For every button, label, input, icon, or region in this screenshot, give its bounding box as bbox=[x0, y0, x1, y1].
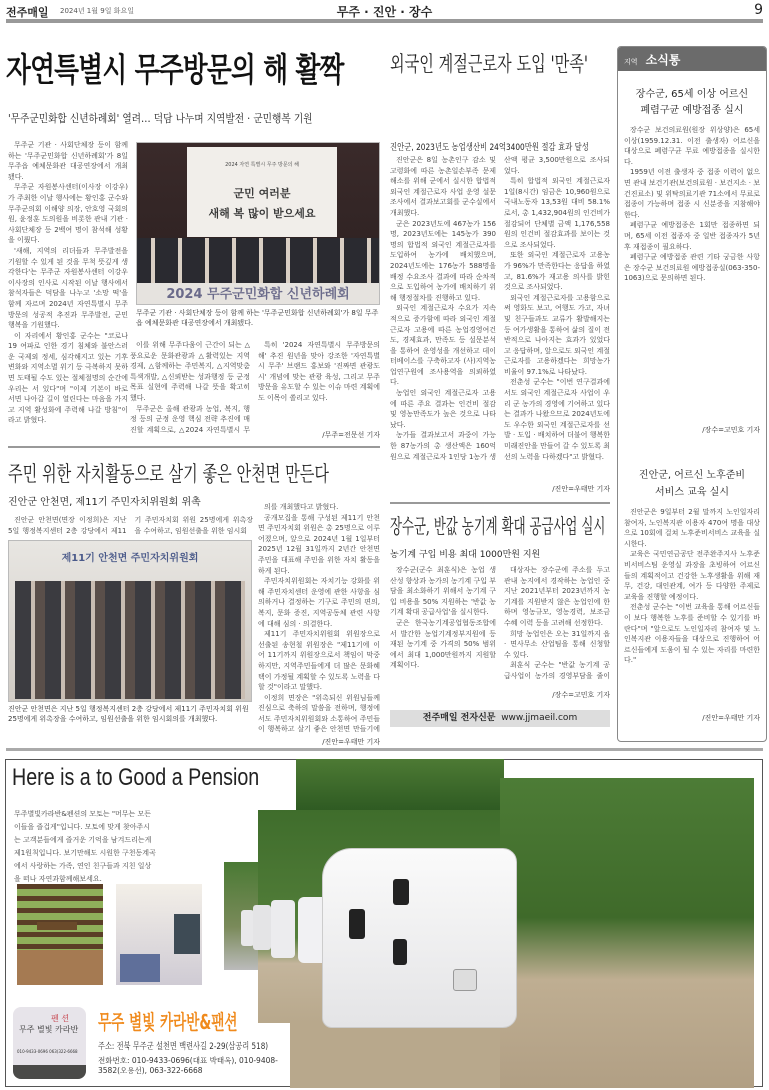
paragraph: 장수군(군수 최훈식)은 농업 생산성 향상과 농가의 농기계 구입 부담을 최소화하기 위해서 농기계 구입 비용을 50% 지원하는 '반값 농기계 확대 공급사업'을 실시한다. bbox=[390, 566, 496, 617]
paragraph: 교육은 국민연금공단 전주완주지사 노후준비서비스팀 운영실 과장을 초빙하여 어르신들의 계획적이고 건강한 노후생활을 위해 재무, 건강, 대인관계, 여가 등 다양한 주제로 교육을 진행할 예정이다. bbox=[624, 550, 760, 601]
newspaper-brand: 전주매일 bbox=[6, 6, 49, 19]
sidebar-item1-title-line1: 장수군, 65세 이상 어르신 bbox=[635, 89, 749, 100]
photo-sign-text: 2024 자연 특별시 무주 방문의 해 bbox=[225, 162, 299, 168]
header-rule bbox=[6, 19, 763, 23]
paragraph: 의를 개최했다고 밝혔다. bbox=[264, 503, 339, 511]
caravan-window bbox=[349, 909, 365, 939]
article2-title: 주민 위한 자치활동으로 살기 좋은 안천면 만든다 bbox=[8, 462, 329, 486]
ad-paragraph: 무주별빛카라반&펜션의 모토는 "머무는 모든이들을 즐겁게"입니다. 모토에 맞게 찾아주시는 고객분들에게 즐거운 기억을 남겨드리는게 제1원칙입니다. 보기만해도 시원한 구천동계곡에서 사랑하는 가족, 연인 친구들과 지친 일상을 떠나 자연과함께해보세요. bbox=[14, 810, 156, 883]
photo-banner: 제11기 안천면 주민자치위원회 bbox=[61, 553, 199, 564]
e-paper-name: 전주매일 전자신문 bbox=[422, 713, 496, 723]
paragraph: 군은 2023년도에 467농가 156명, 2023년도에는 145농가 390명의 합법적 외국인 계절근로자를 도입하여 농가에 배치했으며, 2024년도에는 176농가 588명을 배정 수요조사 결과에 따라 순차적으로 도입하여 농가에 배치하기 위해 행정절차를 진행하고 있다. bbox=[390, 219, 496, 302]
paragraph: 장수군 보건의료원(원장 위상양)은 65세 이상(1959.12.31. 이전 출생자) 어르신을 대상으로 폐렴구균 무료 예방접종을 실시한다. bbox=[624, 126, 760, 166]
caravan bbox=[253, 905, 271, 950]
article1-caption: 무주군 기관 · 사회단체장 등이 함께 하는 '무주군민화합 신년하례회'가 8일 무주읍 예체문화관 대공연장에서 개최됐다. bbox=[136, 309, 379, 327]
paragraph: 무주군 기관 · 사회단체장 등이 함께 하는 '무주군민화합 신년하례회'가 8일 무주읍 예체문화관 대공연장에서 개최됐다. bbox=[8, 141, 128, 181]
paragraph: 외국인 계절근로자 수요가 지속적으로 증가함에 따라 외국인 계절근로자 고용에 따른 농업경영여건도, 경제효과, 만족도 등 설문분석을 통하여 운영성을 개선하고 데이터베이스를 구축하고자 (사)지역농업연구원에 조사용역을 의뢰하였다. bbox=[390, 304, 496, 387]
paragraph: 군은 한국농기계공업협동조합에서 발간한 농업기계정부지원에 등재된 농기계 중 가격의 50% 범위에서 최대 1,000만원까지 지원할 계획이다. bbox=[390, 618, 496, 670]
caravan bbox=[271, 900, 295, 958]
article2-byline: /진안=우태만 기자 bbox=[322, 738, 380, 746]
photo-greeting-2: 새해 복 많이 받으세요 bbox=[208, 207, 316, 220]
sidebar-header bbox=[618, 47, 766, 71]
paragraph: 진안군은 9일부터 2월 말까지 노인일자리 참여자, 노인복지관 이용자 470여 명을 대상으로 10회에 걸쳐 노후준비서비스 교육을 실시한다. bbox=[624, 508, 760, 548]
sign-text-1: 펜 션 bbox=[51, 1014, 69, 1023]
page-number: 9 bbox=[754, 2, 763, 18]
article4-byline: /장수=고민호 기자 bbox=[552, 691, 610, 699]
ad-phone: 전화번호: 010-9433-0696(대표 박태옥), 010-9408-3582(오용선), 063-322-6668 bbox=[98, 1056, 278, 1075]
paragraph: 무주군 자원봉사센터(이사장 이강우)가 주최한 이날 행사에는 황인홍 군수와 무주군의회 이해양 의장, 안호영 국회의원, 윤정훈 도의원을 비롯한 관내 기관 · 사회단체장 등 2백여 명이 참석해 성황을 이뤘다. bbox=[8, 183, 128, 245]
paragraph: 희망 농업인은 오는 31일까지 읍 · 면사무소 산업팀을 통해 신청할 수 있다. bbox=[504, 629, 610, 659]
ad-address: 주소: 전북 무주군 설천면 백련사길 2-29(삼공리 518) bbox=[98, 1042, 269, 1052]
article4-title: 장수군, 반값 농기계 확대 공급사업 실시 bbox=[390, 514, 606, 538]
caravan-photo-bottom bbox=[290, 1023, 500, 1088]
divider bbox=[390, 502, 610, 504]
paragraph: 폐렴구균 예방접종 관련 기타 궁금한 사항은 장수군 보건의료원 예방접종실(063-350-1063)으로 문의하면 된다. bbox=[624, 253, 760, 283]
paragraph: 특히 '2024 자연특별시 무주방문의 해' 추진 원년을 맞아 강조한 '자연특별시 무주' 브랜드 홍보와 '진짜면 관광도시' 개념에 맞는 관광 육성, 그리고 무주방문을 유도할 수 있는 이슈 마련 계획에도 이목이 쏠리고 있다. bbox=[258, 341, 380, 402]
paragraph: 전춘성 군수는 "이번 연구결과에서도 외국인 계절근로자 사업이 우리 군 농가의 경영에 기여하고 있다는 결과가 나왔으므로 2024년도에도 우수한 외국인 계절근로자를 선발 · 도입 · 배치하여 더불어 행복한 미래진안을 만들어 갈 수 있도록 최선의 노력을 다하겠다"고 밝혔다. bbox=[504, 378, 610, 461]
paragraph: 제11기 주민자치위원회 위원장으로 선출된 송현철 위원장은 "제11기에 이어 11기까지 위원장으로서 책임이 막중하지만, 지역주민들에게 더 많은 문화혜택이 가정될 계획할 수 있도록 노력을 다할 것"이라고 말했다. bbox=[258, 630, 380, 692]
article1-col1 bbox=[8, 140, 128, 440]
paragraph: '새해, 지역의 리더들과 무주발전을 기원할 수 있게 된 것을 무척 뜻깊게 생각한다'는 무주군 자원봉사센터 이강우 이사장의 인사로 시작된 이날 행사에서 참석자들은 덕담을 나누고 '소망 떡'을 함께 자르며 2024년 자연특별시 무주방문의 성공적 추진과 무주발전, 군민 행복을 기원했다. bbox=[8, 246, 128, 330]
paragraph: 농업인 외국인 계절근로자 고용에 따른 주요 결과는 인건비 절감 및 영농만족도가 높은 것으로 나타났다. bbox=[390, 389, 496, 429]
paragraph: 무주군은 올해 관광과 농업, 복지, 행정 등의 군정 운영 핵심 전략 추진에 매진할 계획으로, △2024 자연특별시 무 bbox=[130, 404, 250, 434]
photo-greeting-1: 군민 여러분 bbox=[233, 187, 291, 200]
main-caravan bbox=[322, 848, 517, 1028]
section-title: 무주 · 진안 · 장수 bbox=[336, 5, 433, 19]
sidebar-item1-body bbox=[624, 125, 760, 421]
attendees bbox=[137, 238, 379, 283]
paragraph: 특히 합법적 외국인 계절근로자 1일(8시간) 임금은 10,960원으로 국내노동자 13,53원 대비 58.1%로서, 총 1,432,904원의 인건비가 절감되어 단체별 금액 1,176,558원의 인건비 절감효과를 보이는 것으로 조사되었다. bbox=[504, 177, 610, 249]
issue-date: 2024년 1월 9일 화요일 bbox=[60, 7, 134, 15]
article2-subtitle: 진안군 안천면, 제11기 주민자치위원회 위촉 bbox=[8, 497, 201, 508]
interior-photo bbox=[116, 884, 202, 985]
local-news-sidebar bbox=[617, 46, 767, 742]
ad-divider bbox=[6, 748, 763, 751]
deck-photo bbox=[17, 884, 103, 985]
paragraph: 이를 위해 무주다움이 근간이 되는 △풍요로운 문화관광과 △활력있는 지역경제, △함께하는 주민복지, △지역맞춤 특색개발, △신뢰받는 성과행정 등 군정목표 실현에 주력해 나갈 뜻을 확고히 했다. bbox=[130, 341, 250, 402]
paragraph: 농가들 결과보고서 과중이 가능한 87농가의 총 생산액은 160억 원으로 계절근로자 1인당 1농가 생산액 평균 3,500만원으로 조사되었다. bbox=[390, 156, 610, 461]
article1-photo bbox=[136, 142, 380, 305]
paragraph: 공개모집을 통해 구성된 제11기 안천면 주민자치회 위원은 총 25명으로 이루어졌으며, 앞으로 2024년 1월 1일부터 2025년 12월 31일까지 2년간 안천면 주민을 대표해 주민을 위한 자치 활동을 하게 된다. bbox=[258, 513, 380, 575]
sign-photo bbox=[13, 1007, 86, 1079]
article2-lead bbox=[8, 515, 253, 537]
article3-byline: /진안=우태만 기자 bbox=[552, 485, 610, 493]
paragraph: 폐렴구균 예방접종은 1회만 접종하면 되며, 65세 이전 접종자 중 일반 접종자가 5년 후 재접종이 필요하다. bbox=[624, 221, 760, 251]
paragraph: 주민자치위원회는 자치기능 강화를 위해 주민자치센터 운영에 관한 사항을 심의하거나 결정하는 기구로 주민의 편의, 복지, 문화 증진, 지역공동체 관련 사항에 대해 심의 · 의결한다. bbox=[258, 577, 380, 628]
article2-caption: 진안군 안천면은 지난 5일 행정복지센터 2층 강당에서 제11기 주민자치회 위원 25명에게 위촉장을 수여하고, 임원선출을 위한 임시회의를 개최했다. bbox=[8, 705, 249, 723]
sidebar-label-small: 지역 bbox=[624, 58, 638, 66]
ad-business-name: 무주 별빛 카라반&팬션 bbox=[98, 1010, 238, 1034]
article3-title: 외국인 계절근로자 도입 '만족' bbox=[390, 52, 589, 76]
event-banner: 2024 무주군민화합 신년하례회 bbox=[137, 283, 379, 305]
air-conditioner bbox=[453, 969, 477, 991]
article3-subtitle: 진안군, 2023년도 농업생산비 24억3400만원 절감 효과 달성 bbox=[390, 143, 589, 153]
sidebar-item1-title-line2: 폐렴구균 예방접종 실시 bbox=[640, 105, 744, 116]
sidebar-item1-title bbox=[618, 87, 766, 119]
divider bbox=[8, 446, 380, 448]
paragraph: 전춘성 군수는 "이번 교육을 통해 어르신들이 보다 행복한 노후를 준비할 수 있기를 바란다"며 "앞으로도 노인일자리 참여자 및 노인복지관 이용자들을 대상으로 진행하여 어르신들에게 도움이 될 수 있는 자리를 마련한다." bbox=[624, 603, 760, 665]
caravan-window bbox=[393, 879, 409, 905]
article1-col2 bbox=[130, 340, 250, 435]
sidebar-item2-title bbox=[618, 467, 766, 501]
ad-headline: Here is a to Good a Pension bbox=[12, 764, 260, 791]
event-backdrop bbox=[187, 147, 337, 237]
article1-title: 자연특별시 무주방문의 해 활짝 bbox=[6, 50, 344, 89]
sidebar-label: 소식통 bbox=[645, 53, 681, 67]
paragraph: 이 자리에서 황인홍 군수는 "코로나19 여파로 인한 경기 침체와 불안스러운 국제외 정세, 심각해지고 있는 기후변화와 지역소멸 위기 등 극복하지 못하면 도태될 수도 있는 절체절명의 순간에 우리는 서 있다"며 "이제 기본이 바로 서면 나아갈 길이 열린다는 마음을 가지고 지역 활성화에 주력해 나갈 방침"이라고 밝혔다. bbox=[8, 331, 128, 425]
paragraph: 1959년 이전 출생자 중 접종 이력이 없으면 관내 보건기관(보건의료원 · 보건지소 · 보건진료소) 및 위탁의료기관 71소에서 무료로 접종이 가능하며 접종 시 신분증을 지참해야 한다. bbox=[624, 168, 760, 219]
sidebar-item2-body bbox=[624, 507, 760, 709]
article2-photo bbox=[8, 540, 252, 702]
paragraph: 진안군 안천면(면장 이정희)은 지난 5일 행정복지센터 2층 강당에서 제11기 주민자치회 위원 25명에게 위촉장을 수여하고, 임원선출을 위한 임시회 bbox=[8, 516, 253, 535]
sidebar-item2-title-line2: 서비스 교육 실시 bbox=[655, 487, 729, 498]
paragraph: 이정희 면장은 "위촉되신 위원님들께 진심으로 축하의 말씀을 전하며, 행정에서도 주민자치위원회와 소통하여 주민들이 행복하고 살기 좋은 안천면 만들기에 bbox=[258, 693, 380, 734]
paragraph: 대상자는 장수군에 주소를 두고 관내 농지에서 경작하는 농업인 중 지난 2021년부터 2023년까지 농기계를 지원받지 않은 농업인에 한하며 영농규모, 영농경력, 보조금 수혜 이력 등을 고려해 선정한다. bbox=[504, 566, 610, 627]
article1-col3 bbox=[258, 340, 380, 428]
caravan-photo-top bbox=[296, 759, 504, 811]
caravan-photo-right bbox=[500, 778, 754, 1088]
paragraph: 외국인 계절근로자를 고용함으로써 영화도 보고, 여행도 가고, 자녀 및 친구들과도 교류가 활발해지는 등 여가생활을 통하여 삶의 질이 전반적으로 나아지는 효과가 있었다고 응답하며, 앞으로도 외국인 계절근로자를 고용하겠다는 희망농가 비율이 97.1%로 나타났다. bbox=[504, 293, 610, 376]
committee-members bbox=[15, 581, 245, 699]
article1-subtitle: '무주군민화합 신년하례회' 열려… 덕담 나누며 지역발전 · 군민행복 기원 bbox=[8, 112, 313, 125]
paragraph: 진안군은 8일 농촌인구 감소 및 고령화에 따른 농촌일손부족 문제 해소를 위해 군에서 실시한 합법적 외국인 계절근로자 사업 운영 설문조사에서 결과보고회를 군수실에서 개최했다. bbox=[390, 156, 496, 217]
sidebar-item1-byline: /장수=고민호 기자 bbox=[702, 426, 760, 434]
sign-phone: 010-9433-0696 063)322-6668 bbox=[17, 1049, 78, 1054]
paragraph: 또한 외국인 계절근로자 고용농가 96%가 만족한다는 응답을 하였고, 81.6%가 재고용 의사를 밝힌 것으로 조사되었다. bbox=[504, 251, 610, 292]
article4-subtitle: 농기계 구입 비용 최대 1000만원 지원 bbox=[390, 550, 541, 560]
caravan-window bbox=[393, 939, 407, 965]
article3-body bbox=[390, 155, 610, 480]
article2-col3 bbox=[258, 502, 380, 734]
e-paper-bar[interactable] bbox=[390, 710, 610, 727]
article1-byline: /무주=전문선 기자 bbox=[322, 431, 380, 439]
sign-text-2: 무주 별빛 카라반 bbox=[19, 1025, 79, 1034]
article4-body bbox=[390, 565, 610, 685]
sidebar-item2-title-line1: 진안군, 어르신 노후준비 bbox=[638, 470, 746, 481]
pension-ad bbox=[5, 759, 763, 1087]
sidebar-item2-byline: /진안=우태만 기자 bbox=[702, 714, 760, 722]
paragraph: 최훈식 군수는 "반값 농기계 공급사업이 농가의 경영부담을 줄이 bbox=[504, 661, 610, 680]
e-paper-url[interactable]: www.jjmaeil.com bbox=[501, 713, 578, 723]
